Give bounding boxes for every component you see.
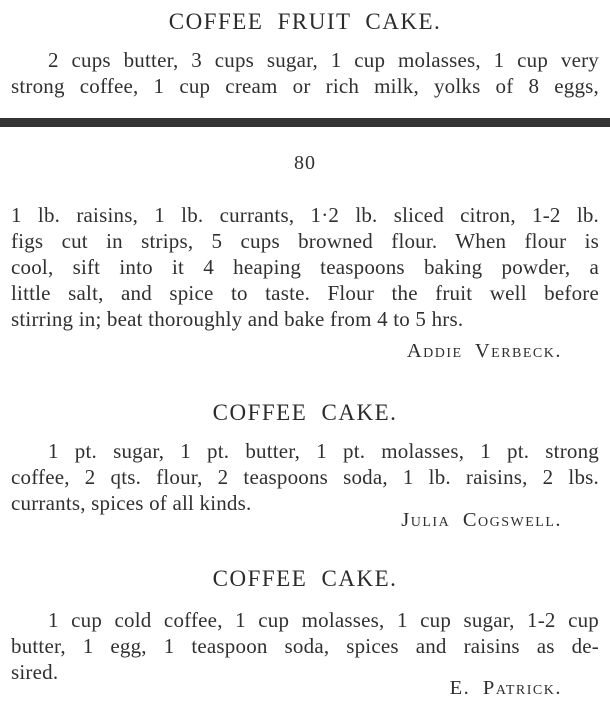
recipe-signature: E. Patrick. bbox=[449, 677, 562, 699]
recipe-body-line: 1 cup cold coffee, 1 cup molasses, 1 cup sugar, 1-2 cup bbox=[48, 608, 599, 632]
recipe-body-line: cool, sift into it 4 heaping teaspoons baking powder, a bbox=[11, 255, 599, 279]
previous-page-fragment bbox=[11, 10, 599, 99]
recipe-body-line: 1 lb. raisins, 1 lb. currants, 1·2 lb. sliced citron, 1-2 lb. bbox=[11, 203, 599, 227]
recipe-body-line: strong coffee, 1 cup cream or rich milk, yolks of 8 eggs, bbox=[11, 74, 599, 98]
recipe-body bbox=[11, 607, 599, 685]
recipe-title-coffee-fruit-cake: COFFEE FRUIT CAKE. bbox=[168, 9, 442, 34]
recipe-body-line: currants, spices of all kinds. bbox=[11, 491, 252, 515]
recipe-signature: Julia Cogswell. bbox=[401, 509, 562, 531]
recipe-body-line: coffee, 2 qts. flour, 2 teaspoons soda, 1 lb. raisins, 2 lbs. bbox=[11, 465, 599, 489]
recipe-title-coffee-cake: COFFEE CAKE. bbox=[212, 400, 398, 425]
recipe-body bbox=[11, 202, 599, 332]
recipe-coffee-cake-2 bbox=[11, 567, 599, 698]
recipe-body-line: 2 cups butter, 3 cups sugar, 1 cup molasses, 1 cup very bbox=[48, 48, 599, 72]
recipe-body-line: stirring in; beat thoroughly and bake from 4 to 5 hrs. bbox=[11, 307, 464, 331]
page-number: 80 bbox=[294, 152, 316, 174]
page-break-divider bbox=[0, 118, 610, 127]
recipe-signature: Addie Verbeck. bbox=[406, 340, 562, 362]
recipe-body-line: butter, 1 egg, 1 teaspoon soda, spices and raisins as de- bbox=[11, 634, 599, 658]
recipe-coffee-cake-1 bbox=[11, 401, 599, 530]
recipe-title-coffee-cake: COFFEE CAKE. bbox=[212, 566, 398, 591]
recipe-body bbox=[11, 47, 599, 99]
recipe-body-line: sired. bbox=[11, 660, 59, 684]
recipe-body-line: little salt, and spice to taste. Flour the fruit well before bbox=[11, 281, 599, 305]
continued-recipe bbox=[11, 202, 599, 361]
recipe-body-line: figs cut in strips, 5 cups browned flour. When flour is bbox=[11, 229, 599, 253]
recipe-body bbox=[11, 438, 599, 516]
recipe-body-line: 1 pt. sugar, 1 pt. butter, 1 pt. molasses, 1 pt. strong bbox=[48, 439, 599, 463]
